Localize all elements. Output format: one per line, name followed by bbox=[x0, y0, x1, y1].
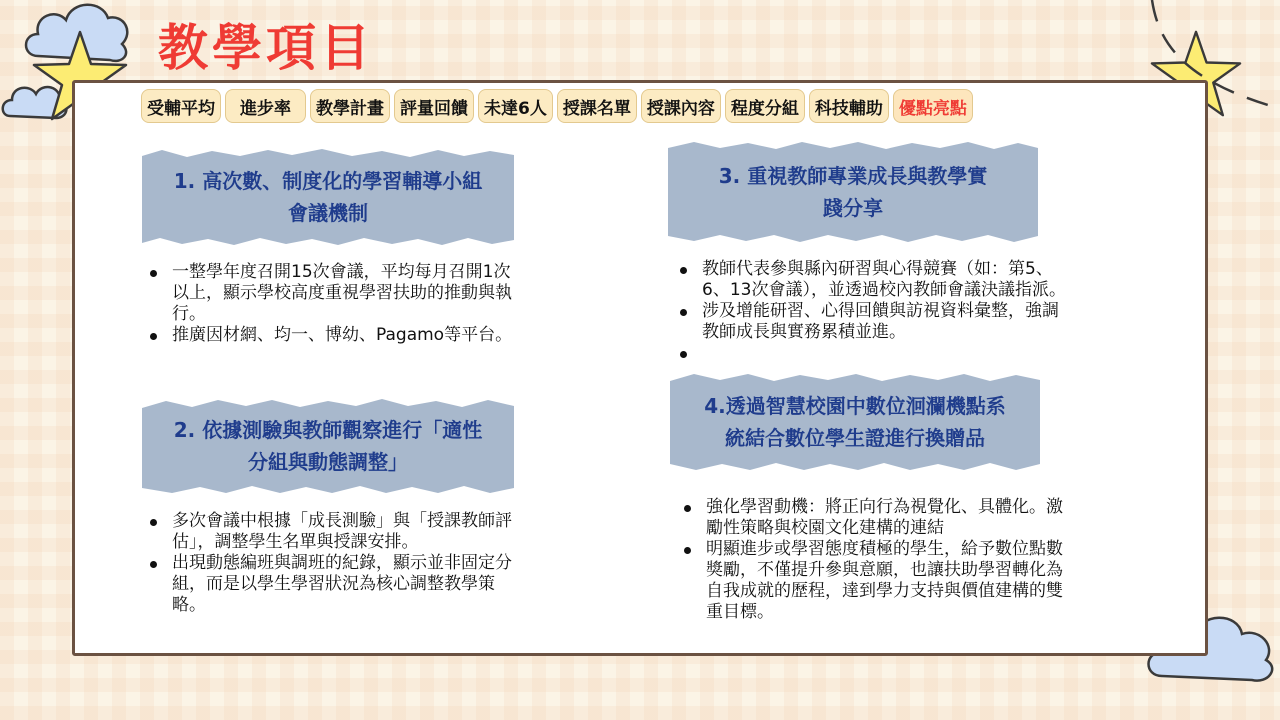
tab-bar bbox=[141, 89, 973, 123]
tab-class-list[interactable]: 授課名單 bbox=[557, 89, 637, 123]
section-2-heading-banner bbox=[142, 398, 514, 494]
tab-class-content[interactable]: 授課內容 bbox=[641, 89, 721, 123]
tab-highlights[interactable]: 優點亮點 bbox=[893, 89, 973, 123]
list-item: 涉及增能研習、心得回饋與訪視資料彙整，強調教師成長與實務累積並進。 bbox=[676, 301, 1070, 343]
section-1-heading-banner bbox=[142, 148, 514, 246]
list-item: 一整學年度召開15次會議，平均每月召開1次以上，顯示學校高度重視學習扶助的推動與執行。 bbox=[146, 262, 516, 325]
section-1-list bbox=[146, 262, 516, 346]
tab-assessment[interactable]: 評量回饋 bbox=[394, 89, 474, 123]
list-item: 推廣因材網、均一、博幼、Pagamo等平台。 bbox=[146, 325, 516, 346]
tab-level-grouping[interactable]: 程度分組 bbox=[725, 89, 805, 123]
section-2-list bbox=[146, 511, 516, 616]
list-item: 明顯進步或學習態度積極的學生，給予數位點數獎勵，不僅提升參與意願，也讓扶助學習轉化為自我成就的歷程，達到學力支持與價值建構的雙重目標。 bbox=[680, 539, 1074, 623]
tab-progress-rate[interactable]: 進步率 bbox=[225, 89, 306, 123]
section-3-heading: 3. 重視教師專業成長與教學實 踐分享 bbox=[718, 164, 988, 220]
section-2-heading: 2. 依據測驗與教師觀察進行「適性 分組與動態調整」 bbox=[173, 418, 483, 474]
section-1-heading: 1. 高次數、制度化的學習輔導小組 會議機制 bbox=[173, 169, 483, 225]
list-item: 強化學習動機：將正向行為視覺化、具體化。激勵性策略與校園文化建構的連結 bbox=[680, 497, 1074, 539]
list-item: 教師代表參與縣內研習與心得競賽（如：第5、6、13次會議），並透過校內教師會議決議指派。 bbox=[676, 259, 1070, 301]
tab-tech-assist[interactable]: 科技輔助 bbox=[809, 89, 889, 123]
section-3-list bbox=[676, 259, 1070, 364]
tab-teaching-plan[interactable]: 教學計畫 bbox=[310, 89, 390, 123]
page-title: 教學項目 bbox=[158, 19, 374, 77]
section-4-heading-banner bbox=[670, 372, 1040, 472]
section-4-heading: 4.透過智慧校園中數位洄瀾機點系 統結合數位學生證進行換贈品 bbox=[704, 394, 1006, 450]
list-item: 出現動態編班與調班的紀錄，顯示並非固定分組，而是以學生學習狀況為核心調整教學策略。 bbox=[146, 553, 516, 616]
list-item bbox=[676, 343, 1070, 364]
tab-under-six[interactable]: 未達6人 bbox=[478, 89, 553, 123]
section-3-heading-banner bbox=[668, 140, 1038, 244]
tab-average[interactable]: 受輔平均 bbox=[141, 89, 221, 123]
list-item: 多次會議中根據「成長測驗」與「授課教師評估」，調整學生名單與授課安排。 bbox=[146, 511, 516, 553]
section-4-list bbox=[680, 497, 1074, 623]
